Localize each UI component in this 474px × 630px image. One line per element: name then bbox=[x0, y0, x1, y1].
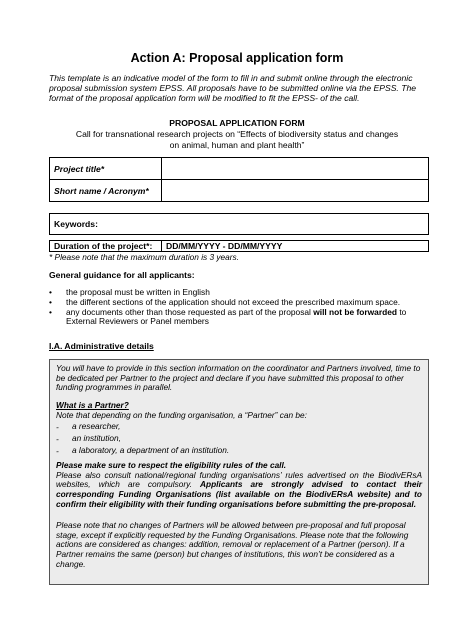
box-intro: You will have to provide in this section information on the coordinator and Partners involved, time to be dedicated per Partner to the project and declare if you have submitted this proposal to other funding programmes in parallel. bbox=[56, 363, 421, 393]
list-item: • the proposal must be written in English bbox=[49, 287, 210, 297]
short-name-label: Short name / Acronym* bbox=[50, 180, 162, 202]
keywords-field[interactable] bbox=[50, 214, 429, 235]
list-item: • any documents other than those requested as part of the proposal will not be forwarded to External Reviewers or Panel members bbox=[49, 306, 407, 327]
partner-type-lab: a laboratory, a department of an institution. bbox=[72, 445, 230, 455]
guidance-heading: General guidance for all applicants: bbox=[49, 270, 195, 280]
project-info-table bbox=[49, 157, 429, 202]
partner-note: Note that depending on the funding organisation, a “Partner” can be: bbox=[56, 410, 307, 420]
dash-icon: - bbox=[56, 434, 59, 444]
bullet-icon: • bbox=[49, 306, 52, 317]
changes-note: Please note that no changes of Partners will be allowed between pre-proposal and full proposal stage, except if explicitly requested by the Funding Organisations. Please note that the following actions are considered as changes: addition, removal or replacement of a Partner (person). If a Partner remains the same (person) but changes of institutions, this won’t be considered as a change. bbox=[56, 520, 409, 569]
partner-type-institution: an institution, bbox=[72, 433, 121, 443]
keywords-label: Keywords: bbox=[54, 219, 98, 229]
project-title-label: Project title* bbox=[50, 158, 162, 180]
keywords-table bbox=[49, 213, 429, 235]
short-name-field[interactable] bbox=[162, 180, 429, 202]
duration-table bbox=[49, 240, 429, 252]
guidance-list bbox=[49, 288, 429, 327]
eligibility-text: Please make sure to respect the eligibility rules of the call. Please also consult national/regional funding organisations’ rules advertised on the BiodivERsA websites, which are compulsory. Applicants are strongly advised to contact their corresponding Funding Organisations (list available on the BiodivERsA website) and to confirm their eligibility with their funding organisations before submitting the pre-proposal. bbox=[56, 460, 422, 509]
dash-icon: - bbox=[56, 446, 59, 456]
page-title: Action A: Proposal application form bbox=[130, 51, 344, 65]
form-heading: PROPOSAL APPLICATION FORM bbox=[169, 118, 305, 128]
duration-label: Duration of the project*: bbox=[50, 241, 162, 252]
intro-text: This template is an indicative model of the form to fill in and submit online through the electronic proposal submission system EPSS. All proposals have to be submitted online via the EPSS. The format of the proposal application form will be modified to fit the EPSS- of the call. bbox=[49, 73, 417, 104]
partner-question: What is a Partner? bbox=[56, 400, 129, 410]
dash-icon: - bbox=[56, 422, 59, 432]
duration-field[interactable]: DD/MM/YYYY - DD/MM/YYYY bbox=[162, 241, 429, 252]
partner-type-researcher: a researcher, bbox=[72, 421, 121, 431]
list-item: • the different sections of the application should not exceed the prescribed maximum space. bbox=[49, 296, 401, 307]
section-heading: I.A. Administrative details bbox=[49, 341, 154, 351]
bullet-icon: • bbox=[49, 287, 52, 297]
bullet-icon: • bbox=[49, 296, 52, 307]
info-box bbox=[49, 359, 429, 585]
project-title-field[interactable] bbox=[162, 158, 429, 180]
call-text: Call for transnational research projects on “Effects of biodiversity status and changes on animal, human and plant health” bbox=[75, 129, 399, 150]
duration-note: * Please note that the maximum duration is 3 years. bbox=[49, 252, 240, 262]
